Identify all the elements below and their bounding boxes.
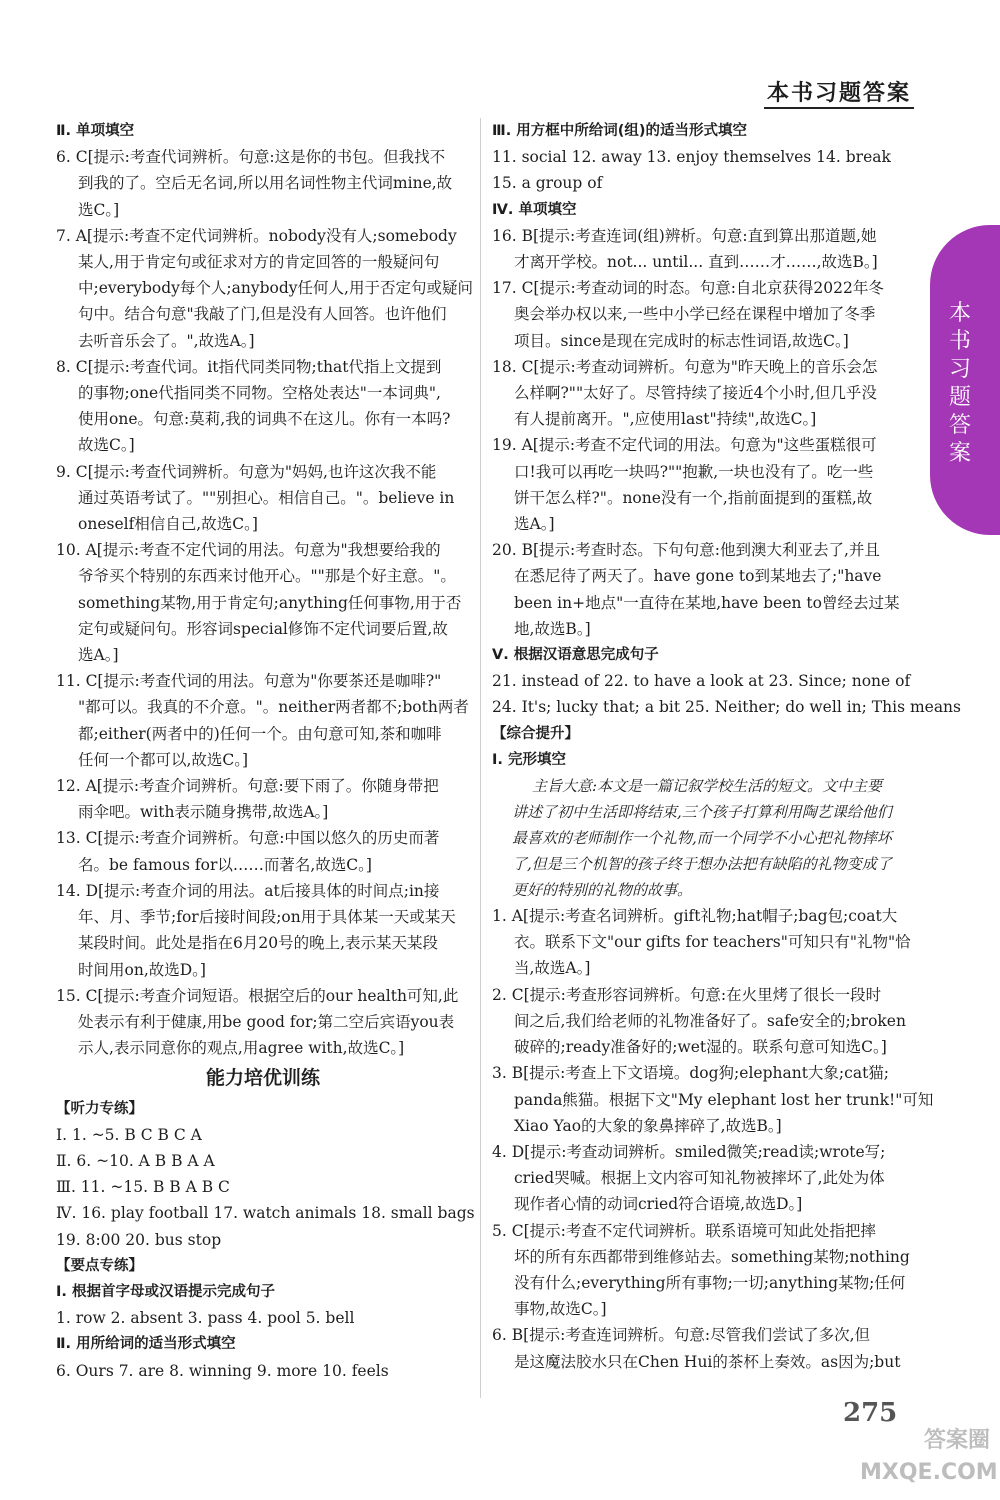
text-line: 饼干怎么样?"。none没有一个,指前面提到的蛋糕,故	[514, 488, 873, 507]
answer-item	[56, 983, 470, 1062]
text-line: 地,故选B。]	[514, 619, 591, 638]
text-line: 事物,故选C。]	[514, 1300, 607, 1319]
text-line: Ⅲ. 11. ~15. B B A B C	[56, 1178, 230, 1197]
text-line: 某人,用于肯定句或征求对方的肯定回答的一般疑问句	[78, 253, 440, 272]
text-line: 5. C[提示:考查不定代词辨析。联系语境可知此处指把摔	[492, 1221, 876, 1240]
text-line: 更好的特别的礼物的故事。	[512, 881, 693, 900]
answer-lines	[492, 144, 908, 196]
text-line: 6. B[提示:考查连词辨析。句意:尽管我们尝试了多次,但	[492, 1326, 871, 1345]
watermark-line: 答案圈	[923, 1428, 990, 1453]
answer-line: 6. Ours 7. are 8. winning 9. more 10. feels	[56, 1361, 389, 1380]
section-title: Ⅴ. 根据汉语意思完成句子	[492, 647, 659, 664]
text-line: 间之后,我们给老师的礼物准备好了。safe安全的;broken	[514, 1011, 906, 1030]
text-line: cried哭喊。根据上文内容可知礼物被摔坏了,此处为体	[514, 1169, 885, 1188]
text-line: 才离开学校。not... until... 直到……才……,故选B。]	[514, 253, 878, 272]
side-tab-label	[942, 300, 978, 468]
text-line: 8. C[提示:考查代词。it指代同类同物;that代指上文提到	[56, 357, 442, 376]
text-line: 的事物;one代指同类不同物。空格处表达"一本词典",	[78, 384, 441, 403]
text-line: 12. A[提示:考查介词辨析。句意:要下雨了。你随身带把	[56, 777, 439, 796]
comprehensive-title: 【综合提升】	[492, 725, 579, 742]
text-line: 通过英语考试了。""别担心。相信自己。"。believe in	[78, 488, 455, 507]
passage-summary	[492, 773, 908, 903]
text-line: 14. D[提示:考查介词的用法。at后接具体的时间点;in接	[56, 881, 440, 900]
watermark-line: MXQE.COM	[860, 1460, 998, 1485]
answer-item	[492, 223, 908, 275]
side-tab-char: 本	[948, 301, 971, 326]
text-line: 任何一个都可以,故选C。]	[78, 750, 249, 769]
answer-item	[56, 825, 470, 877]
text-line: 17. C[提示:考查动词的时态。句意:自北京获得2022年冬	[492, 279, 884, 298]
side-tab-char: 案	[948, 441, 971, 466]
text-line: panda熊猫。根据下文"My elephant lost her trunk!"可知	[514, 1090, 934, 1109]
text-line: 最喜欢的老师制作一个礼物,而一个同学不小心把礼物摔坏	[512, 829, 892, 848]
text-line: 奥会举办权以来,一些中小学已经在课程中增加了冬季	[514, 305, 876, 324]
answer-item	[492, 982, 908, 1061]
text-line: 21. instead of 22. to have a look at 23. Since; none of	[492, 672, 911, 691]
page-number: 275	[843, 1398, 898, 1428]
text-line: 衣。联系下文"our gifts for teachers"可知只有"礼物"恰	[514, 933, 911, 952]
text-line: 1. A[提示:考查名词辨析。gift礼物;hat帽子;bag包;coat大	[492, 907, 898, 926]
text-line: something某物,用于肯定句;anything任何事物,用于否	[78, 593, 462, 612]
text-line: Ⅱ. 6. ~10. A B B A A	[56, 1151, 215, 1170]
text-line: 9. C[提示:考查代词辨析。句意为"妈妈,也许这次我不能	[56, 462, 437, 481]
answer-item	[56, 878, 470, 983]
side-tab-char: 答	[948, 413, 971, 438]
keypoints-title: 【要点专练】	[56, 1257, 143, 1274]
text-line: 名。be famous for以……而著名,故选C。]	[78, 855, 372, 874]
text-line: 20. B[提示:考查时态。下句句意:他到澳大利亚去了,并且	[492, 541, 880, 560]
text-line: 时间用on,故选D。]	[78, 960, 206, 979]
answer-item	[492, 1218, 908, 1323]
right-column	[492, 118, 961, 1375]
answer-item	[492, 1322, 908, 1374]
text-line: 某段时间。此处是指在6月20号的晚上,表示某天某段	[78, 934, 439, 953]
answer-line: 1. row 2. absent 3. pass 4. pool 5. bell	[56, 1309, 355, 1328]
text-line: 都;either(两者中的)任何一个。由句意可知,茶和咖啡	[78, 724, 442, 743]
listening-answers	[56, 1122, 475, 1253]
text-line: 爷爷买个特别的东西来讨他开心。""那是个好主意。"。	[78, 567, 456, 586]
text-line: 19. 8:00 20. bus stop	[56, 1230, 222, 1249]
text-line: 当,故选A。]	[514, 959, 591, 978]
left-column	[56, 118, 475, 1384]
text-line: 4. D[提示:考查动词辨析。smiled微笑;read读;wrote写;	[492, 1142, 886, 1161]
text-line: 18. C[提示:考查动词辨析。句意为"昨天晚上的音乐会怎	[492, 357, 878, 376]
text-line: 坏的所有东西都带到维修站去。something某物;nothing	[514, 1247, 910, 1266]
text-line: 到我的了。空后无名词,所以用名词性物主代词mine,故	[78, 174, 453, 193]
answer-item	[492, 275, 908, 354]
answer-item	[492, 1139, 908, 1218]
text-line: 定句或疑问句。形容词special修饰不定代词要后置,故	[78, 619, 448, 638]
text-line: 主旨大意:本文是一篇记叙学校生活的短文。文中主要	[532, 777, 883, 796]
text-line: 11. social 12. away 13. enjoy themselves 14. break	[492, 148, 891, 167]
answer-item	[492, 537, 908, 642]
answer-item	[56, 668, 470, 773]
text-line: 雨伞吧。with表示随身携带,故选A。]	[78, 803, 329, 822]
text-line: 有人提前离开。",应使用last"持续",故选C。]	[514, 410, 817, 429]
text-line: 选A。]	[514, 515, 555, 534]
text-line: 么样啊?""太好了。尽管持续了接近4个小时,但几乎没	[514, 384, 877, 403]
text-line: 处表示有利于健康,用be good for;第二空后宾语you表	[78, 1012, 455, 1031]
text-line: 选C。]	[78, 200, 120, 219]
answer-item	[56, 144, 470, 223]
header-title: 本书习题答案	[766, 80, 911, 106]
section-title: Ⅱ. 用所给词的适当形式填空	[56, 1336, 236, 1353]
text-line: 11. C[提示:考查代词的用法。句意为"你要茶还是咖啡?"	[56, 672, 442, 691]
text-line: oneself相信自己,故选C。]	[78, 515, 258, 534]
side-tab-char: 习	[948, 357, 971, 382]
answer-item	[56, 354, 470, 459]
text-line: 了,但是三个机智的孩子终于想办法把有缺陷的礼物变成了	[512, 855, 892, 874]
text-line: 24. It's; lucky that; a bit 25. Neither; do well in; This means	[492, 698, 961, 717]
text-line: 19. A[提示:考查不定代词的用法。句意为"这些蛋糕很可	[492, 436, 877, 455]
ability-title: 能力培优训练	[205, 1067, 320, 1090]
text-line: Xiao Yao的大象的象鼻摔碎了,故选B。]	[514, 1116, 782, 1135]
text-line: 现作者心情的动词cried符合语境,故选D。]	[514, 1195, 803, 1214]
text-line: 3. B[提示:考查上下文语境。dog狗;elephant大象;cat猫;	[492, 1064, 890, 1083]
text-line: 选A。]	[78, 646, 119, 665]
text-line: 7. A[提示:考查不定代词辨析。nobody没有人;somebody	[56, 226, 457, 245]
answer-item	[492, 1060, 934, 1139]
column-divider	[480, 118, 481, 1398]
text-line: 中;everybody每个人;anybody任何人,用于否定句或疑问	[78, 279, 473, 298]
text-line: 没有什么;everything所有事物;一切;anything某物;任何	[514, 1273, 906, 1292]
answer-lines	[492, 668, 961, 720]
text-line: Ⅰ. 1. ~5. B C B C A	[56, 1125, 202, 1144]
text-line: 10. A[提示:考查不定代词的用法。句意为"我想要给我的	[56, 541, 441, 560]
text-line: 示人,表示同意你的观点,用agree with,故选C。]	[78, 1039, 405, 1058]
text-line: 16. B[提示:考查连词(组)辨析。句意:直到算出那道题,她	[492, 226, 877, 245]
side-tab-char: 题	[948, 385, 971, 410]
text-line: 年、月、季节;for后接时间段;on用于具体某一天或某天	[78, 908, 456, 927]
section-title: Ⅰ. 完形填空	[492, 751, 566, 768]
answer-item	[492, 432, 908, 537]
text-line: 去听音乐会了。",故选A。]	[78, 331, 255, 350]
text-line: 故选C。]	[78, 436, 135, 455]
answer-item	[56, 459, 470, 538]
section-title: Ⅲ. 用方框中所给词(组)的适当形式填空	[492, 123, 748, 139]
answer-item	[56, 773, 470, 825]
text-line: 讲述了初中生活即将结束,三个孩子打算利用陶艺课给他们	[512, 803, 892, 822]
section-title: Ⅰ. 根据首字母或汉语提示完成句子	[56, 1283, 275, 1300]
answer-item	[56, 537, 470, 668]
answer-item	[492, 354, 908, 433]
text-line: 口!我可以再吃一块吗?""抱歉,一块也没有了。吃一些	[514, 462, 874, 481]
answer-item	[492, 903, 911, 982]
header-rule	[764, 107, 914, 109]
side-tab-char: 书	[948, 329, 971, 354]
text-line: 项目。since是现在完成时的标志性词语,故选C。]	[514, 331, 849, 350]
text-line: 15. a group of	[492, 174, 603, 193]
listening-title: 【听力专练】	[56, 1100, 143, 1117]
text-line: 句中。结合句意"我敲了门,但是没有人回答。也许他们	[78, 305, 447, 324]
text-line: been in+地点"一直待在某地,have been to曾经去过某	[514, 593, 900, 612]
text-line: 在悉尼待了两天了。have gone to到某地去了;"have	[514, 567, 882, 586]
text-line: 2. C[提示:考查形容词辨析。句意:在火里烤了很长一段时	[492, 985, 882, 1004]
text-line: "都可以。我真的不介意。"。neither两者都不;both两者	[78, 698, 469, 717]
text-line: 使用one。句意:莫莉,我的词典不在这儿。你有一本吗?	[78, 410, 451, 429]
text-line: 15. C[提示:考查介词短语。根据空后的our health可知,此	[56, 986, 459, 1005]
text-line: 是这魔法胶水只在Chen Hui的茶杯上奏效。as因为;but	[514, 1352, 901, 1371]
text-line: 破碎的;ready准备好的;wet湿的。联系句意可知选C。]	[514, 1038, 887, 1057]
section-title: Ⅱ. 单项填空	[56, 123, 135, 139]
watermark	[860, 1425, 998, 1495]
text-line: 13. C[提示:考查介词辨析。句意:中国以悠久的历史而著	[56, 829, 440, 848]
section-title: Ⅳ. 单项填空	[492, 201, 577, 218]
text-line: Ⅳ. 16. play football 17. watch animals 18. small bags	[56, 1204, 475, 1223]
text-line: 6. C[提示:考查代词辨析。句意:这是你的书包。但我找不	[56, 148, 446, 167]
answer-item	[56, 223, 473, 354]
